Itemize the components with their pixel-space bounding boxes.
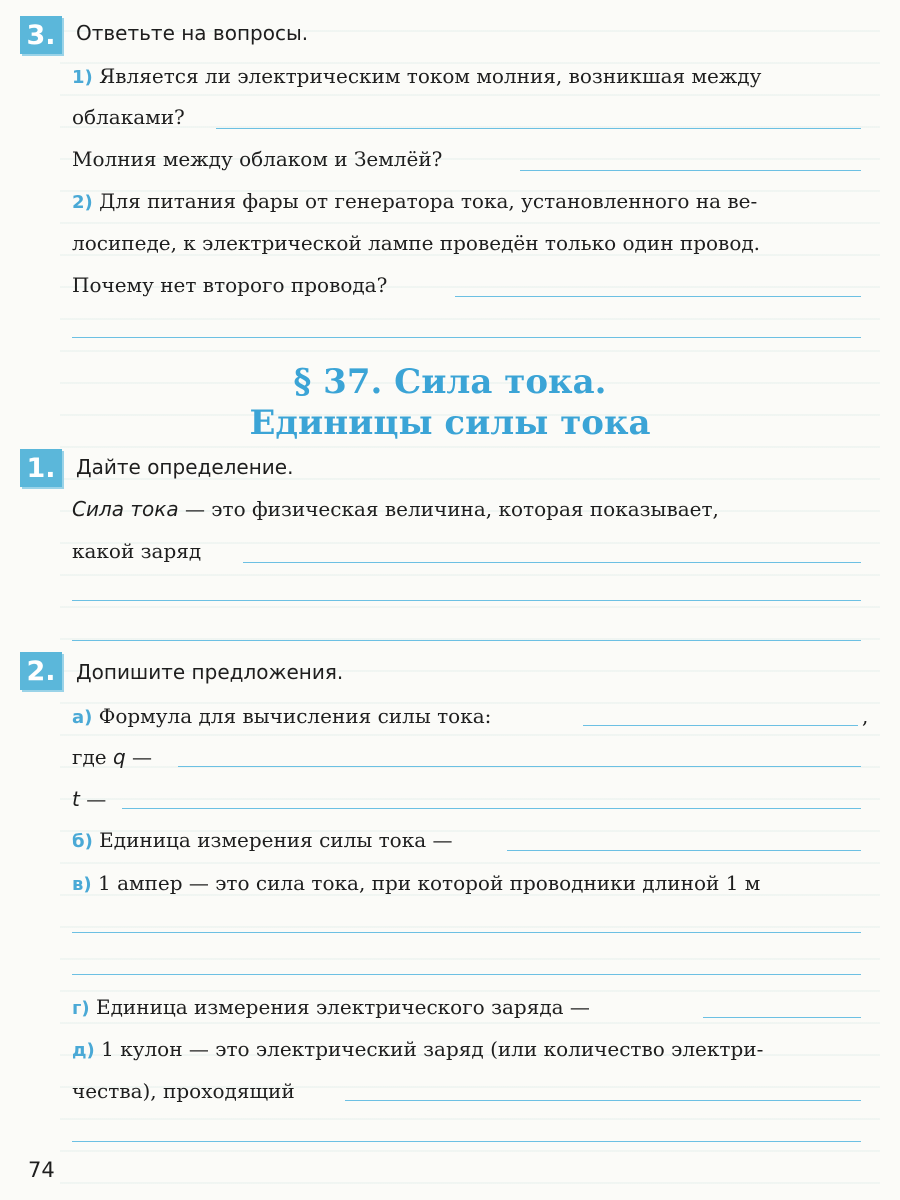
answer-line[interactable] xyxy=(72,974,861,975)
task-3-q1-line3: Молния между облаком и Землёй? xyxy=(72,147,443,171)
answer-line[interactable] xyxy=(72,932,861,933)
answer-line[interactable] xyxy=(243,562,861,563)
task-1-instruction: Дайте определение. xyxy=(76,455,294,479)
item-d-text: 1 кулон — это электрический заряд (или количество электри- xyxy=(101,1037,764,1061)
item-d-line2: чества), проходящий xyxy=(72,1079,295,1103)
section-title-line1: § 37. Сила тока. xyxy=(293,362,607,402)
answer-line[interactable] xyxy=(345,1100,861,1101)
answer-line[interactable] xyxy=(178,766,861,767)
item-v-label: в) xyxy=(72,874,92,895)
task-3-q1-line2: облаками? xyxy=(72,105,185,129)
q2-text: Для питания фары от генератора тока, установленного на ве- xyxy=(99,189,758,213)
item-g-label: г) xyxy=(72,998,90,1019)
item-a-text: Формула для вычисления силы тока: xyxy=(98,704,492,728)
task-3-q2-line3: Почему нет второго провода? xyxy=(72,273,388,297)
answer-line[interactable] xyxy=(520,170,861,171)
page-number: 74 xyxy=(28,1158,55,1182)
task-1-definition-line2: какой заряд xyxy=(72,539,202,563)
task-1-definition-line1 xyxy=(72,496,719,522)
answer-line[interactable] xyxy=(72,640,861,641)
answer-line[interactable] xyxy=(583,725,858,726)
t-variable: t xyxy=(72,787,80,811)
answer-line[interactable] xyxy=(216,128,861,129)
item-v-text: 1 ампер — это сила тока, при которой проводники длиной 1 м xyxy=(97,871,761,895)
q-prefix: где xyxy=(72,745,113,769)
answer-line[interactable] xyxy=(72,1141,861,1142)
item-b-label: б) xyxy=(72,831,93,852)
term-current-strength: Сила тока xyxy=(72,497,179,521)
task-2-instruction: Допишите предложения. xyxy=(76,660,344,684)
task-3-q2-line1 xyxy=(72,188,757,216)
item-d-line1 xyxy=(72,1036,763,1064)
task-3-q1-line1 xyxy=(72,63,761,91)
task-3-badge: 3. xyxy=(20,16,62,54)
task-2-badge: 2. xyxy=(20,652,62,690)
item-a-line xyxy=(72,703,491,731)
q2-label: 2) xyxy=(72,192,93,213)
item-b-text: Единица измерения силы тока — xyxy=(99,828,453,852)
answer-line[interactable] xyxy=(122,808,861,809)
answer-line[interactable] xyxy=(455,296,861,297)
item-g-line xyxy=(72,994,590,1022)
t-dash: — xyxy=(79,787,107,811)
answer-line[interactable] xyxy=(507,850,861,851)
q-dash: — xyxy=(125,745,153,769)
answer-line[interactable] xyxy=(72,337,861,338)
item-a-t-line xyxy=(72,786,106,812)
definition-text: — это физическая величина, которая показывает, xyxy=(178,497,719,521)
q1-text: Является ли электрическим током молния, возникшая между xyxy=(99,64,762,88)
q1-label: 1) xyxy=(72,67,93,88)
item-v-line xyxy=(72,870,760,898)
item-b-line xyxy=(72,827,453,855)
item-a-q-line xyxy=(72,744,152,770)
item-g-text: Единица измерения электрического заряда — xyxy=(96,995,590,1019)
task-1-badge: 1. xyxy=(20,449,62,487)
task-3-q2-line2: лосипеде, к электрической лампе проведён только один провод. xyxy=(72,231,761,255)
answer-line[interactable] xyxy=(72,600,861,601)
item-a-comma: , xyxy=(862,704,869,728)
task-3-instruction: Ответьте на вопросы. xyxy=(76,21,309,45)
q-variable: q xyxy=(113,745,126,769)
section-title-line2: Единицы силы тока xyxy=(249,403,651,443)
item-a-label: а) xyxy=(72,707,93,728)
item-d-label: д) xyxy=(72,1040,95,1061)
answer-line[interactable] xyxy=(703,1017,861,1018)
